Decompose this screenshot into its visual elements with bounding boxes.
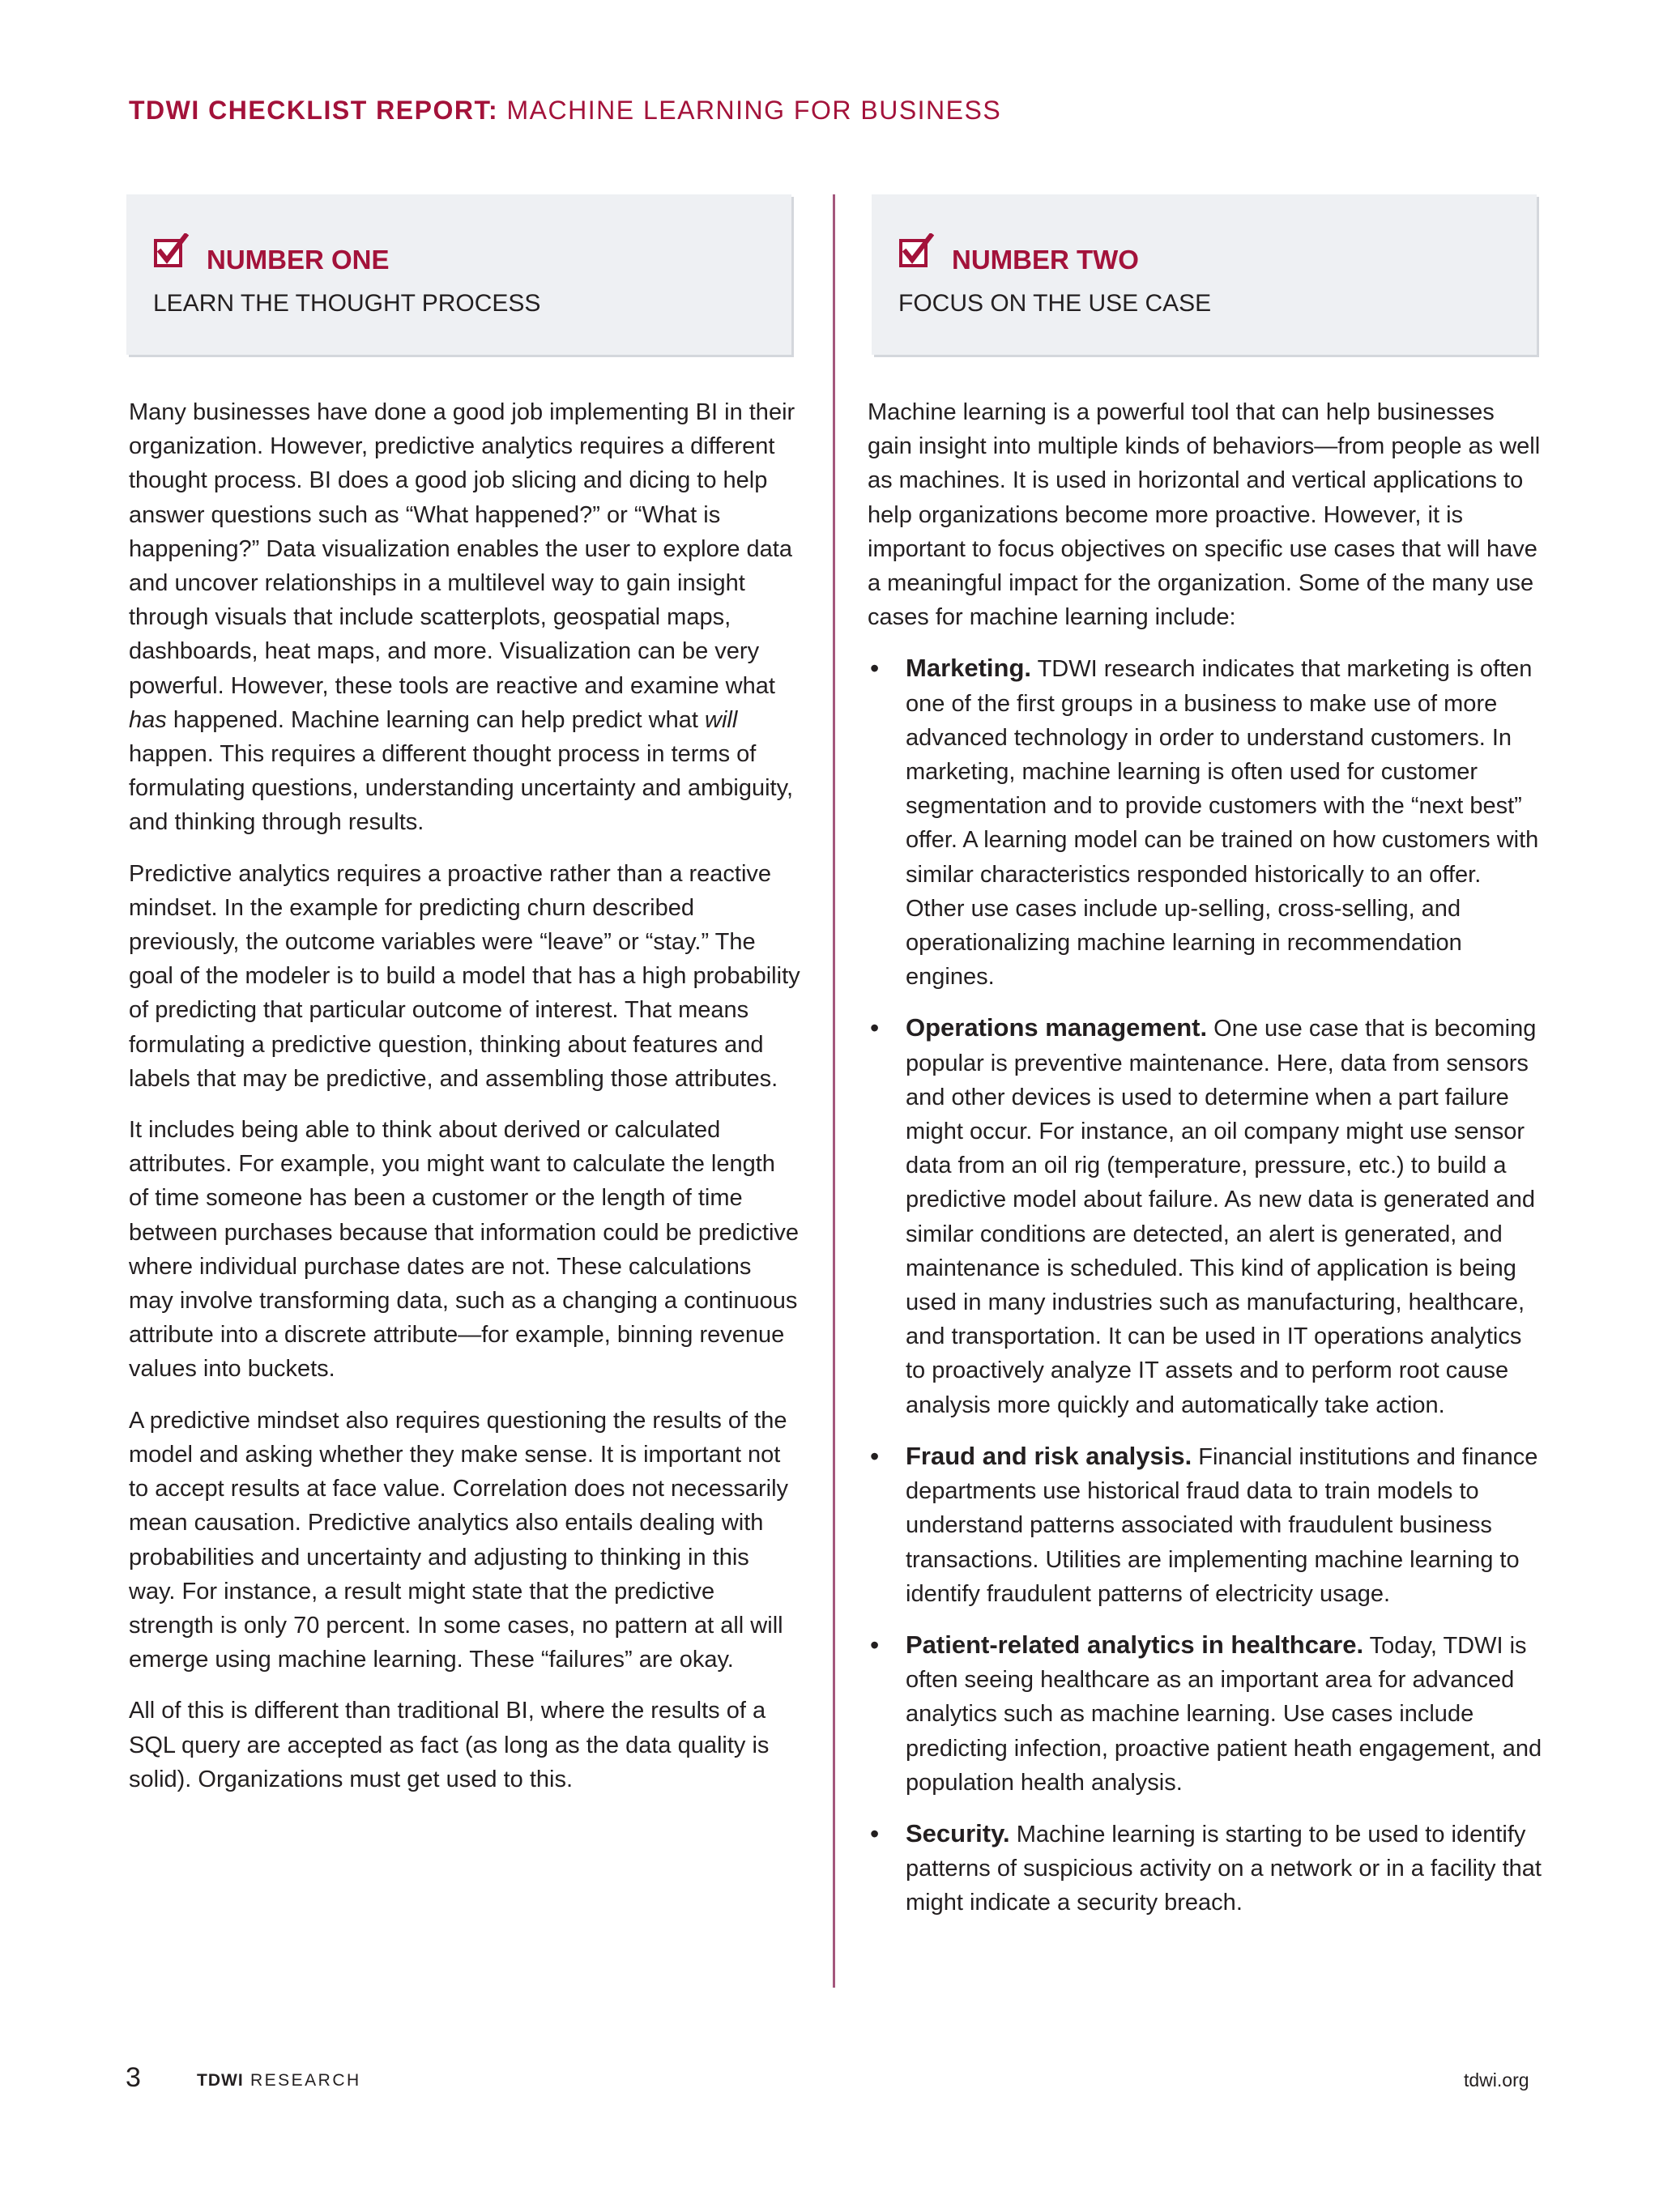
list-item xyxy=(868,1628,1544,1800)
paragraph: All of this is different than traditional BI, where the results of a SQL query are accepted as fact (as long as the data quality is solid). Organizations must get used to this. xyxy=(129,1698,770,1792)
page-number: 3 xyxy=(126,2062,141,2093)
paragraph xyxy=(129,395,801,840)
emphasis-text: has xyxy=(129,706,167,733)
section-title: LEARN THE THOUGHT PROCESS xyxy=(153,290,541,317)
bullet-icon: • xyxy=(870,1818,880,1848)
section-number: NUMBER ONE xyxy=(207,245,390,275)
paragraph-text: happen. This requires a different thought process in terms of formulating questions, understanding uncertainty and ambiguity, and thinking through results. xyxy=(129,741,794,836)
paragraph-text: happened. Machine learning can help predict what xyxy=(166,706,705,733)
footer-logo xyxy=(197,2071,361,2091)
use-case-list xyxy=(868,651,1544,1920)
bullet-icon: • xyxy=(870,1013,880,1043)
report-title: MACHINE LEARNING FOR BUSINESS xyxy=(498,96,1002,125)
paragraph: A predictive mindset also requires questioning the results of the model and asking whether they make sense. It is important not to accept results at face value. Correlation does not necessarily mean causation. Predictive analytics also entails dealing with probabilities and uncertainty and adjusting to thinking in this way. For instance, a result might state that the predictive strength is only 70 percent. In some cases, no pattern at all will emerge using machine learning. These “failures” are okay. xyxy=(129,1407,789,1673)
paragraph: Predictive analytics requires a proactive rather than a reactive mindset. In the example for predicting churn described previously, the outcome variables were “leave” or “stay.” The goal of the modeler is to build a model that has a high probability of predicting that particular outcome of interest. That means formulating a predictive question, thinking about features and labels that may be predictive, and assembling those attributes. xyxy=(129,860,800,1092)
section-box-one xyxy=(126,194,791,355)
section-box-two xyxy=(872,194,1537,355)
checkbox-checked-icon xyxy=(153,233,189,269)
list-item xyxy=(868,1439,1544,1611)
list-item-text: One use case that is becoming popular is preventive maintenance. Here, data from sensors and other devices is used to determine when a part failure might occur. For instance, an oil company might use sensor data from an oil rig (temperature, pressure, etc.) to build a predictive model about failure. As new data is generated and similar conditions are detected, an alert is generated, and maintenance is scheduled. This kind of application is being used in many industries such as manufacturing, healthcare, and transportation. It can be used in IT operations analytics to proactively analyze IT assets and to perform root cause analysis more quickly and automatically take action. xyxy=(906,1016,1537,1418)
left-column xyxy=(129,395,801,1813)
footer-logo-bold: TDWI xyxy=(197,2071,244,2090)
footer-logo-rest: RESEARCH xyxy=(243,2071,361,2090)
emphasis-text: will xyxy=(705,706,738,733)
list-item-text: Machine learning is starting to be used to identify patterns of suspicious activity on a network or in a facility that might indicate a security breach. xyxy=(906,1821,1542,1916)
section-number: NUMBER TWO xyxy=(952,245,1139,275)
list-item xyxy=(868,1817,1544,1920)
paragraph: It includes being able to think about derived or calculated attributes. For example, you might want to calculate the length of time someone has been a customer or the length of time between purchases because that information could be predictive where individual purchase dates are not. These calculations may involve transforming data, such as a changing a continuous attribute into a discrete attribute—for example, binning revenue values into buckets. xyxy=(129,1117,800,1383)
bullet-icon: • xyxy=(870,1441,880,1471)
checkbox-checked-icon xyxy=(898,233,934,269)
list-item-text: Today, TDWI is often seeing healthcare as an important area for advanced analytics such as machine learning. Use cases include predicting infection, proactive patient heath engagement, and population health analysis. xyxy=(906,1632,1542,1796)
list-item xyxy=(868,651,1544,994)
list-item-lead: Marketing. xyxy=(906,654,1032,683)
list-item-lead: Operations management. xyxy=(906,1013,1208,1042)
list-item xyxy=(868,1011,1544,1421)
column-divider xyxy=(833,194,835,1988)
bullet-icon: • xyxy=(870,1630,880,1660)
bullet-icon: • xyxy=(870,654,880,684)
list-item-lead: Fraud and risk analysis. xyxy=(906,1441,1192,1470)
report-header xyxy=(129,96,1001,126)
footer-url[interactable]: tdwi.org xyxy=(1464,2069,1529,2091)
list-item-lead: Security. xyxy=(906,1818,1010,1848)
list-item-text: Financial institutions and finance departments use historical fraud data to train models to understand patterns associated with fraudulent business transactions. Utilities are implementing machine learning to identify fraudulent patterns of electricity usage. xyxy=(906,1443,1538,1607)
list-item-lead: Patient-related analytics in healthcare. xyxy=(906,1630,1364,1659)
report-series-label: TDWI CHECKLIST REPORT: xyxy=(129,96,499,125)
right-column xyxy=(868,395,1544,1937)
list-item-text: TDWI research indicates that marketing is often one of the first groups in a business to make use of more advanced technology in order to understand customers. In marketing, machine learning is often used for customer segmentation and to provide customers with the “next best” offer. A learning model can be trained on how customers with similar characteristics responded historically to an offer. Other use cases include up-selling, cross-selling, and operationalizing machine learning in recommendation engines. xyxy=(906,656,1539,991)
paragraph: Machine learning is a powerful tool that can help businesses gain insight into multiple kinds of behaviors—from people as well as machines. It is used in horizontal and vertical applications to help organizations become more proactive. However, it is important to focus objectives on specific use cases that will have a meaningful impact for the organization. Some of the many use cases for machine learning include: xyxy=(868,399,1541,631)
paragraph-text: Many businesses have done a good job implementing BI in their organization. However, predictive analytics requires a different thought process. BI does a good job slicing and dicing to help answer questions such as “What happened?” or “What is happening?” Data visualization enables the user to explore data and uncover relationships in a multilevel way to gain insight through visuals that include scatterplots, geospatial maps, dashboards, heat maps, and more. Visualization can be very powerful. However, these tools are reactive and examine what xyxy=(129,399,795,699)
section-title: FOCUS ON THE USE CASE xyxy=(898,290,1212,317)
